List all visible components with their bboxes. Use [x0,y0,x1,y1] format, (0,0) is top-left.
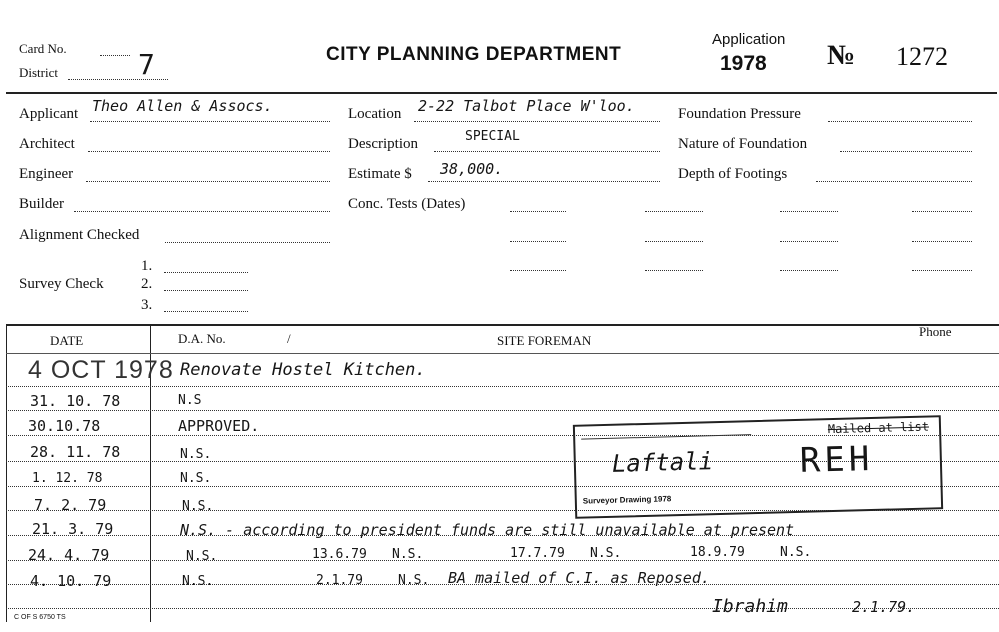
stamp-strike-line [581,434,751,439]
table-row-date: 30.10.78 [28,417,101,435]
table-row-date: 28. 11. 78 [30,443,121,461]
col-phone-header: Phone [919,324,952,339]
stamp-bottom-text: Surveyor Drawing 1978 [582,494,672,506]
district-label: District [19,65,58,80]
alignment-label: Alignment Checked [19,227,140,243]
survey-2-label: 2. [141,276,153,292]
card-no-label: Card No. [19,41,67,56]
estimate-label: Estimate $ [348,166,412,182]
table-row-date: 21. 3. 79 [32,520,114,538]
table-row-entry: N.S. [186,549,218,564]
table-row-entry: N.S. [182,574,214,589]
table-row-entry-3: 17.7.79 [510,546,565,561]
application-label: Application [712,31,786,48]
table-row-entry-2: 13.6.79 [312,547,367,562]
table-row-date: 31. 10. 78 [30,392,121,410]
survey-1-label: 1. [141,258,153,274]
applicant-value: Theo Allen & Assocs. [92,97,273,115]
district-value: 7 [138,48,155,81]
table-row-entry-3: BA mailed of C.I. as Reposed. [448,569,710,587]
stamp-initials: REH [799,438,874,481]
col-da-header: D.A. No. [178,331,226,346]
table-row-entry: N.S. [182,499,214,514]
table-row-date: 4 OCT 1978 [28,356,174,384]
description-value: SPECIAL [465,129,520,144]
table-row-entry: N.S [178,393,202,408]
footer-signature: Ibrahim [712,596,788,617]
table-row-entry-2: 2.1.79 [316,573,363,588]
table-row-date: 1. 12. 78 [32,471,103,486]
table-row-date: 24. 4. 79 [28,546,110,564]
table-left-edge [6,326,7,622]
table-row-date: 7. 2. 79 [34,496,107,514]
table-row-date: 4. 10. 79 [30,572,112,590]
foundation-pressure-label: Foundation Pressure [678,106,801,122]
survey-check-label: Survey Check [19,276,104,292]
col-foreman-header: SITE FOREMAN [497,333,592,348]
stamp-signature: Laftali [611,447,714,478]
applicant-label: Applicant [19,106,79,122]
table-row-entry: Renovate Hostel Kitchen. [180,360,426,380]
application-number: 1272 [896,42,948,71]
table-row-entry-2b: N.S. [392,547,424,562]
table-row-entry-2b: N.S. [398,573,430,588]
col-date-header: DATE [50,333,84,348]
depth-footings-label: Depth of Footings [678,166,788,182]
table-row-entry-4b: N.S. [780,545,812,560]
table-row-entry-4: 18.9.79 [690,545,745,560]
footer-signature-date: 2.1.79. [852,598,916,616]
survey-3-label: 3. [141,297,153,313]
table-row-entry-3b: N.S. [590,546,622,561]
stamp-mailed-text: Mailed at list [827,419,930,437]
builder-label: Builder [19,196,64,212]
approval-stamp [573,415,943,519]
location-label: Location [348,106,402,122]
table-top-rule [6,324,999,326]
location-value: 2-22 Talbot Place W'loo. [418,97,635,115]
table-row-entry: N.S. [180,447,212,462]
form-code: C OF S 6750 TS [14,614,66,621]
nature-foundation-label: Nature of Foundation [678,136,808,152]
table-row-entry: APPROVED. [178,417,260,435]
engineer-label: Engineer [19,166,74,182]
department-title: CITY PLANNING DEPARTMENT [326,44,622,65]
architect-label: Architect [19,136,75,152]
conc-tests-label: Conc. Tests (Dates) [348,196,466,212]
number-symbol: № [827,40,856,71]
application-year: 1978 [720,52,767,75]
table-row-entry: N.S. [180,471,212,486]
table-row-entry: N.S. - according to president funds are still unavailable at present [180,521,795,539]
col-slash-header: / [287,331,291,346]
header-rule [6,92,997,94]
estimate-value: 38,000. [440,160,504,178]
description-label: Description [348,136,418,152]
